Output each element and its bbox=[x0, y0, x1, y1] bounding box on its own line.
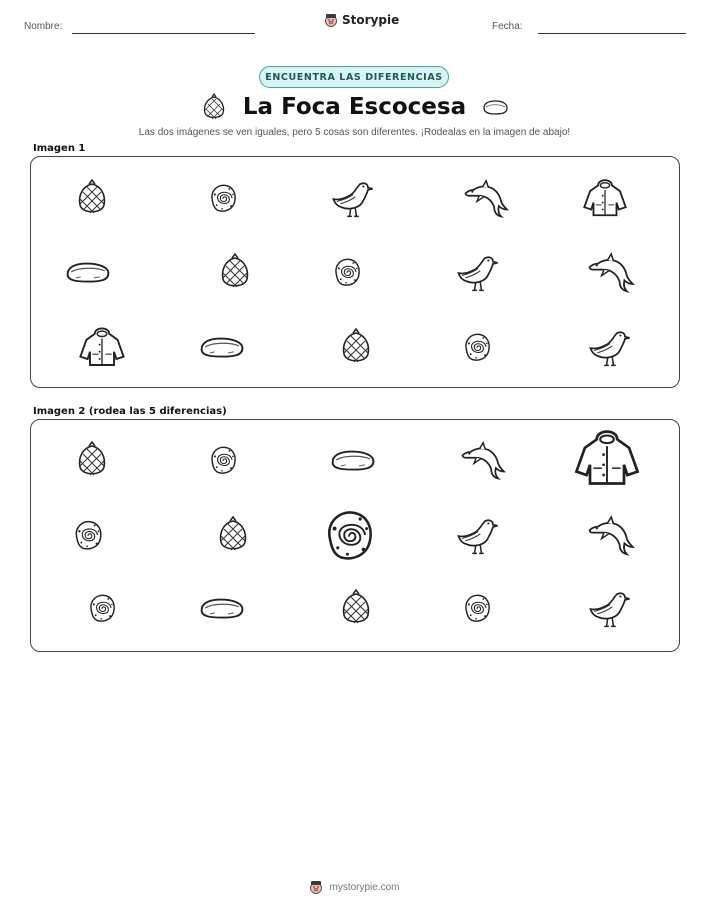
rock-icon bbox=[480, 92, 510, 122]
dolphin-icon bbox=[586, 248, 634, 296]
rock-icon[interactable] bbox=[198, 584, 246, 632]
instructions: Las dos imágenes se ven iguales, pero 5 cosas son diferentes. ¡Rodealas en la imagen de abajo! bbox=[138, 127, 571, 138]
net-bag-icon bbox=[199, 92, 229, 122]
date-line[interactable] bbox=[538, 33, 686, 34]
raincoat-icon[interactable] bbox=[573, 424, 641, 492]
net-bag-icon[interactable] bbox=[336, 588, 376, 628]
page-title: La Foca Escocesa bbox=[242, 94, 467, 120]
footer-site: mystorypie.com bbox=[329, 881, 400, 893]
dolphin-icon[interactable] bbox=[586, 511, 634, 559]
shell-icon[interactable] bbox=[205, 442, 241, 478]
dolphin-icon bbox=[462, 175, 508, 221]
brand-name: Storypie bbox=[342, 13, 400, 27]
net-bag-icon bbox=[72, 178, 112, 218]
pig-mascot-icon bbox=[324, 13, 338, 27]
shell-icon[interactable] bbox=[84, 590, 120, 626]
seagull-icon[interactable] bbox=[587, 585, 633, 631]
name-label: Nombre: bbox=[24, 21, 63, 32]
net-bag-icon bbox=[336, 327, 376, 367]
image1-label: Imagen 1 bbox=[33, 143, 86, 154]
brand-logo bbox=[324, 13, 399, 27]
image2-label: Imagen 2 (rodea las 5 diferencias) bbox=[33, 406, 227, 417]
seagull-icon[interactable] bbox=[455, 512, 501, 558]
rock-icon bbox=[64, 248, 112, 296]
net-bag-icon[interactable] bbox=[213, 515, 253, 555]
dolphin-icon[interactable] bbox=[459, 437, 505, 483]
raincoat-icon bbox=[582, 175, 628, 221]
raincoat-icon bbox=[78, 323, 126, 371]
shell-icon[interactable] bbox=[317, 503, 381, 567]
activity-badge: ENCUENTRA LAS DIFERENCIAS bbox=[259, 66, 449, 88]
shell-icon[interactable] bbox=[69, 516, 107, 554]
shell-icon bbox=[329, 254, 365, 290]
seagull-icon bbox=[455, 249, 501, 295]
date-label: Fecha: bbox=[492, 21, 523, 32]
net-bag-icon bbox=[215, 252, 255, 292]
title-row bbox=[0, 92, 709, 122]
footer bbox=[0, 880, 709, 894]
seagull-icon bbox=[330, 175, 376, 221]
rock-icon[interactable] bbox=[329, 436, 377, 484]
shell-icon bbox=[205, 180, 241, 216]
shell-icon[interactable] bbox=[459, 590, 495, 626]
seagull-icon bbox=[587, 324, 633, 370]
pig-mascot-icon bbox=[309, 880, 323, 894]
rock-icon bbox=[198, 323, 246, 371]
name-line[interactable] bbox=[72, 33, 255, 34]
net-bag-icon[interactable] bbox=[72, 440, 112, 480]
shell-icon bbox=[459, 329, 495, 365]
